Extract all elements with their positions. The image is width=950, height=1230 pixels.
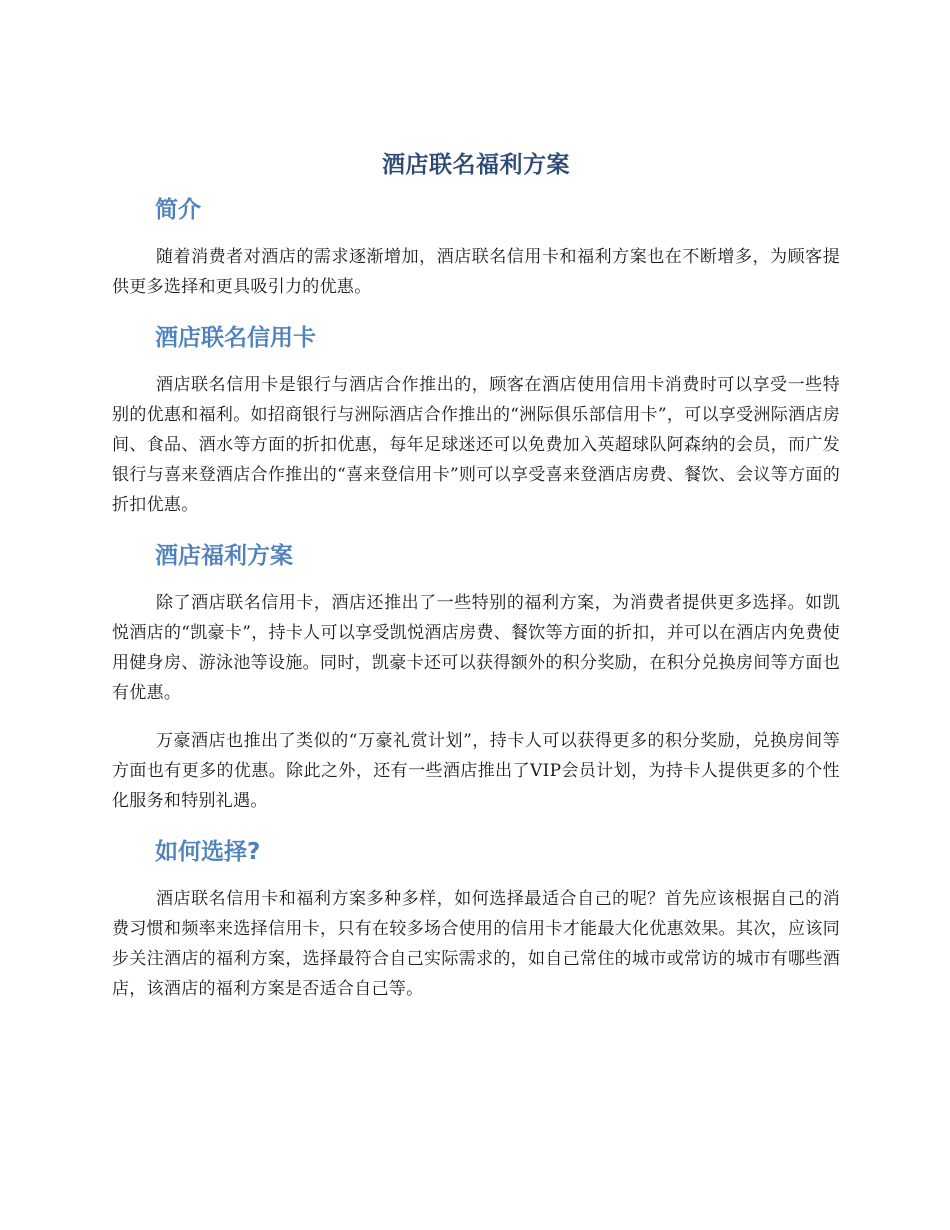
document-page	[112, 148, 840, 1022]
document-title: 酒店联名福利方案	[382, 152, 570, 178]
section-heading: 简介	[155, 197, 201, 223]
paragraph: 除了酒店联名信用卡，酒店还推出了一些特别的福利方案，为消费者提供更多选择。如凯悦酒店的“凯豪卡”，持卡人可以享受凯悦酒店房费、餐饮等方面的折扣，并可以在酒店内免费使用健身房、游泳池等设施。同时，凯豪卡还可以获得额外的积分奖励，在积分兑换房间等方面也有优惠。	[112, 593, 840, 703]
section-benefit-plans	[112, 538, 840, 816]
section-heading: 如何选择?	[155, 839, 261, 865]
section-heading: 酒店福利方案	[155, 543, 293, 569]
section-how-to-choose	[112, 834, 840, 1004]
paragraph: 随着消费者对酒店的需求逐渐增加，酒店联名信用卡和福利方案也在不断增多，为顾客提供更多选择和更具吸引力的优惠。	[112, 247, 840, 297]
section-intro	[112, 192, 840, 302]
section-heading: 酒店联名信用卡	[155, 325, 316, 351]
section-cobrand-card	[112, 320, 840, 520]
paragraph: 酒店联名信用卡是银行与酒店合作推出的，顾客在酒店使用信用卡消费时可以享受一些特别的优惠和福利。如招商银行与洲际酒店合作推出的“洲际俱乐部信用卡”，可以享受洲际酒店房间、食品、酒水等方面的折扣优惠，每年足球迷还可以免费加入英超球队阿森纳的会员，而广发银行与喜来登酒店合作推出的“喜来登信用卡”则可以享受喜来登酒店房费、餐饮、会议等方面的折扣优惠。	[112, 375, 840, 515]
paragraph: 酒店联名信用卡和福利方案多种多样，如何选择最适合自己的呢？首先应该根据自己的消费习惯和频率来选择信用卡，只有在较多场合使用的信用卡才能最大化优惠效果。其次，应该同步关注酒店的福利方案，选择最符合自己实际需求的，如自己常住的城市或常访的城市有哪些酒店，该酒店的福利方案是否适合自己等。	[112, 889, 840, 999]
paragraph: 万豪酒店也推出了类似的“万豪礼赏计划”，持卡人可以获得更多的积分奖励，兑换房间等方面也有更多的优惠。除此之外，还有一些酒店推出了VIP会员计划，为持卡人提供更多的个性化服务和特别礼遇。	[112, 731, 840, 811]
